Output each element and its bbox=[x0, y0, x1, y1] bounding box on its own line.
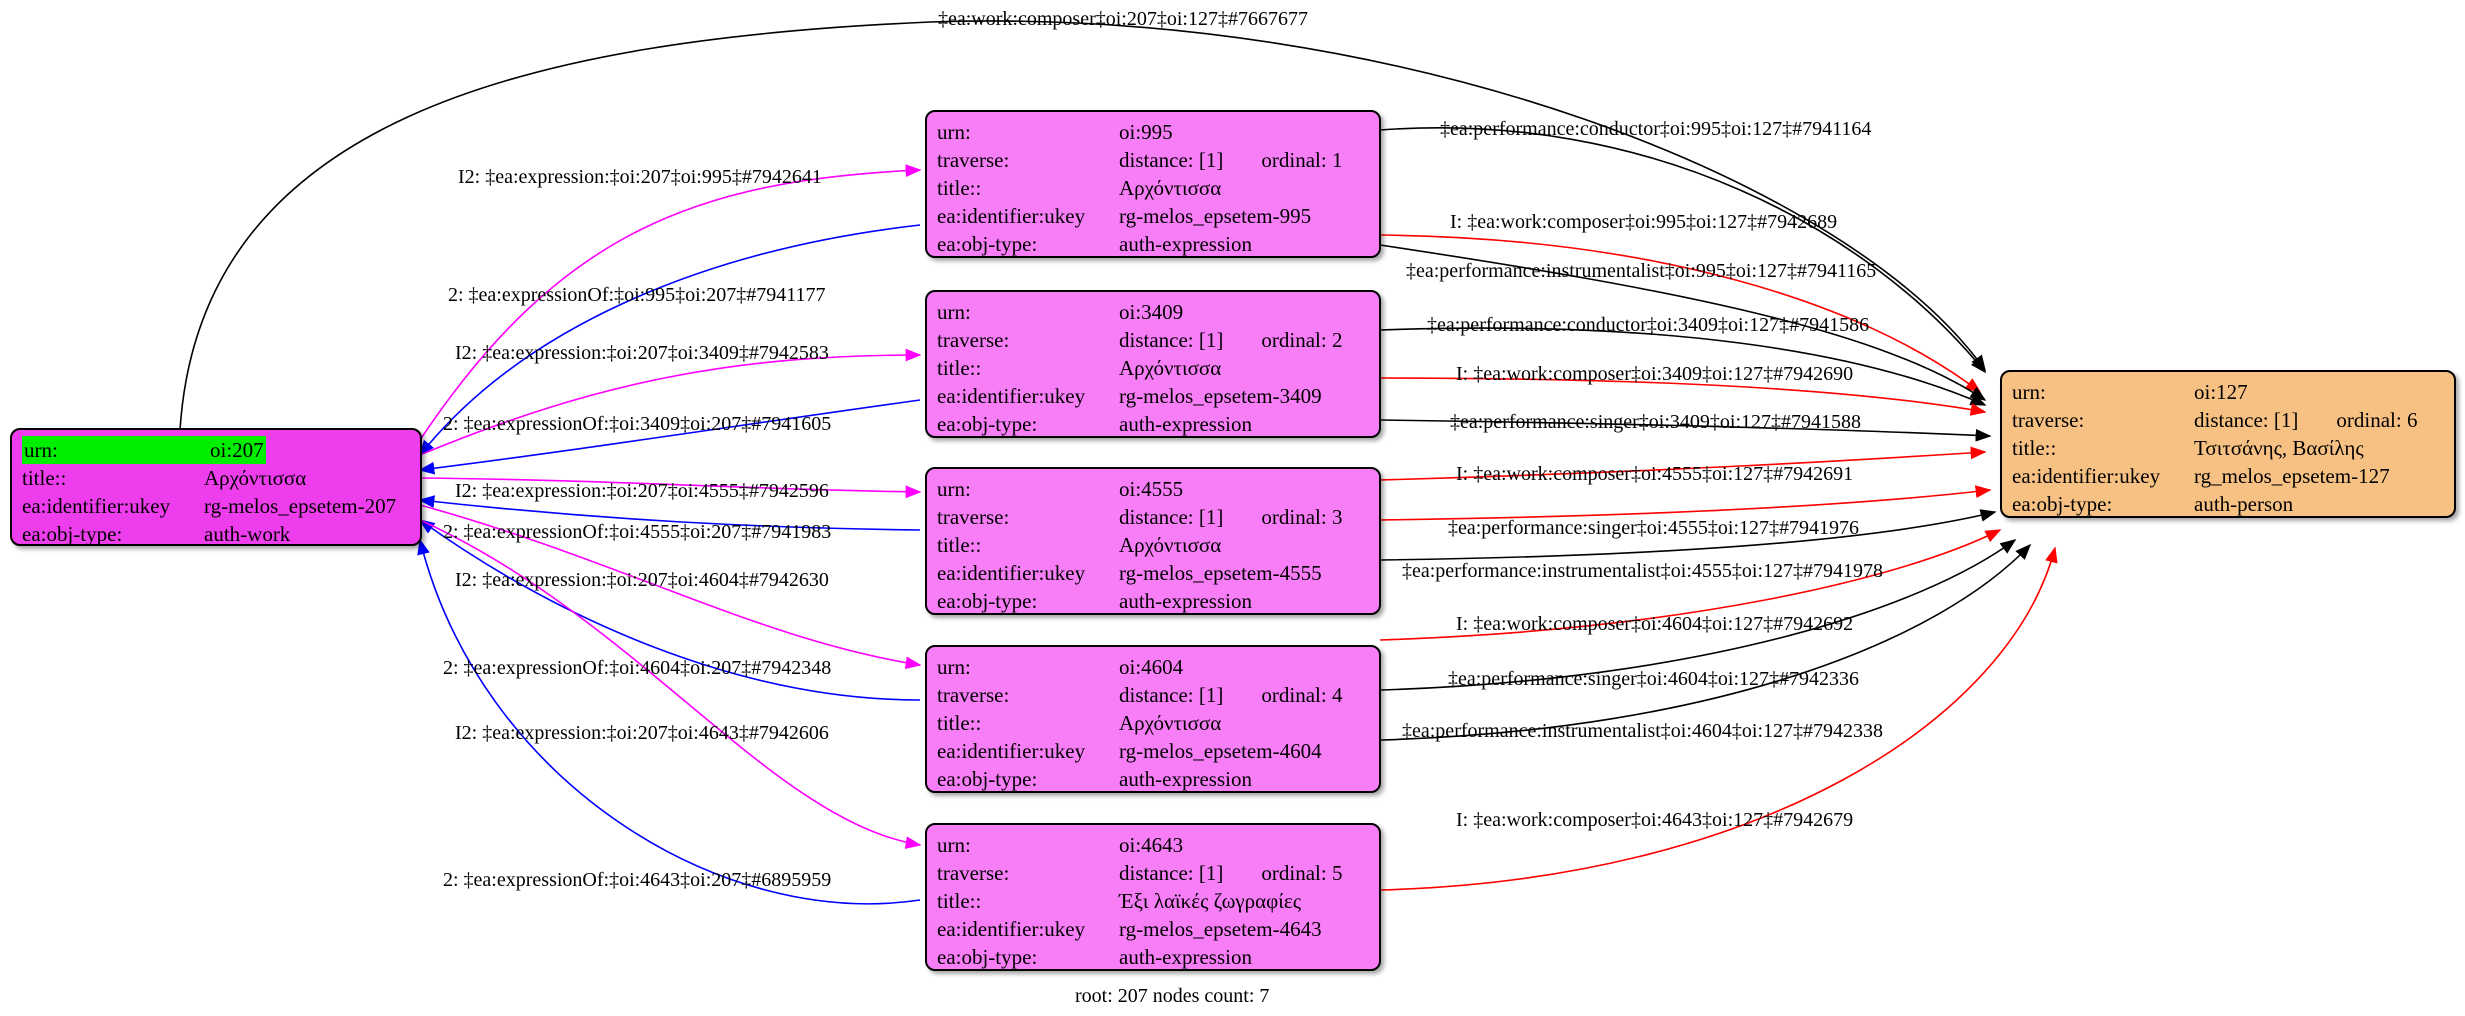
row-title bbox=[937, 709, 1369, 737]
node-expression-distance: distance: [1] bbox=[1119, 861, 1224, 885]
node-expression-identifier: rg-melos_epsetem-3409 bbox=[1119, 384, 1322, 408]
node-expression-distance: distance: [1] bbox=[1119, 148, 1224, 172]
field-label-identifier: ea:identifier:ukey bbox=[937, 561, 1086, 585]
edge-label-expressionOf-4643: 2: ‡ea:expressionOf:‡oi:4643‡oi:207‡#6895959 bbox=[443, 869, 832, 891]
field-label-urn: urn: bbox=[937, 833, 971, 857]
node-expression-urn: oi:3409 bbox=[1119, 300, 1184, 324]
field-label-objtype: ea:obj-type: bbox=[937, 589, 1038, 613]
row-objtype bbox=[937, 587, 1369, 615]
node-expression-identifier: rg-melos_epsetem-4604 bbox=[1119, 739, 1322, 763]
node-work-row-urn bbox=[22, 436, 410, 464]
field-label-traverse: traverse: bbox=[937, 505, 1010, 529]
edge-label-expressionOf-3409: 2: ‡ea:expressionOf:‡oi:3409‡oi:207‡#7941605 bbox=[443, 413, 832, 435]
field-label-traverse: traverse: bbox=[2012, 408, 2085, 432]
row-identifier bbox=[937, 202, 1369, 230]
row-title bbox=[937, 887, 1369, 915]
row-identifier bbox=[937, 382, 1369, 410]
edge-label-perf-conductor-995: ‡ea:performance:conductor‡oi:995‡oi:127‡#7941164 bbox=[1440, 118, 1872, 140]
row-identifier bbox=[937, 915, 1369, 943]
node-person-127[interactable] bbox=[2000, 370, 2456, 518]
edge-label-expr-4604: I2: ‡ea:expression:‡oi:207‡oi:4604‡#7942630 bbox=[455, 569, 829, 591]
row-objtype bbox=[2012, 490, 2444, 518]
node-expression-ordinal: ordinal: 4 bbox=[1261, 683, 1343, 707]
edge-label-expr-995: I2: ‡ea:expression:‡oi:207‡oi:995‡#7942641 bbox=[458, 166, 822, 188]
row-urn bbox=[937, 118, 1369, 146]
node-expression-objtype: auth-expression bbox=[1119, 589, 1252, 613]
row-identifier bbox=[937, 559, 1369, 587]
edge-label-perf-instrumentalist-4555: ‡ea:performance:instrumentalist‡oi:4555‡oi:127‡#7941978 bbox=[1402, 560, 1884, 582]
row-traverse bbox=[937, 146, 1369, 174]
field-label-title: title:: bbox=[937, 889, 982, 913]
node-expression-urn: oi:4604 bbox=[1119, 655, 1184, 679]
edge-label-work-composer-4604: I: ‡ea:work:composer‡oi:4604‡oi:127‡#7942692 bbox=[1456, 613, 1854, 635]
field-label-traverse: traverse: bbox=[937, 683, 1010, 707]
node-expression-title: Αρχόντισσα bbox=[1119, 533, 1222, 557]
field-label-title: title:: bbox=[937, 356, 982, 380]
node-expression-title: Αρχόντισσα bbox=[1119, 176, 1222, 200]
node-expression-identifier: rg-melos_epsetem-4555 bbox=[1119, 561, 1322, 585]
row-urn bbox=[937, 653, 1369, 681]
row-objtype bbox=[937, 410, 1369, 438]
field-label-identifier: ea:identifier:ukey bbox=[937, 917, 1086, 941]
node-expression-4604[interactable] bbox=[925, 645, 1381, 793]
node-expression-ordinal: ordinal: 1 bbox=[1261, 148, 1343, 172]
node-work-row-objtype bbox=[22, 520, 410, 548]
node-expression-objtype: auth-expression bbox=[1119, 945, 1252, 969]
row-urn bbox=[937, 475, 1369, 503]
node-expression-distance: distance: [1] bbox=[1119, 683, 1224, 707]
field-label-identifier: ea:identifier:ukey bbox=[937, 384, 1086, 408]
node-expression-urn: oi:4643 bbox=[1119, 833, 1184, 857]
node-work-row-identifier bbox=[22, 492, 410, 520]
node-expression-objtype: auth-expression bbox=[1119, 232, 1252, 256]
edge-label-perf-singer-3409: ‡ea:performance:singer‡oi:3409‡oi:127‡#7941588 bbox=[1450, 411, 1862, 433]
node-person-identifier: rg_melos_epsetem-127 bbox=[2194, 464, 2390, 488]
row-urn bbox=[937, 831, 1369, 859]
row-identifier bbox=[937, 737, 1369, 765]
node-expression-ordinal: ordinal: 3 bbox=[1261, 505, 1343, 529]
node-expression-identifier: rg-melos_epsetem-4643 bbox=[1119, 917, 1322, 941]
row-urn bbox=[2012, 378, 2444, 406]
edge-label-perf-singer-4555: ‡ea:performance:singer‡oi:4555‡oi:127‡#7941976 bbox=[1448, 517, 1860, 539]
field-label-urn: urn: bbox=[937, 120, 971, 144]
field-label-objtype: ea:obj-type: bbox=[937, 945, 1038, 969]
node-expression-urn: oi:995 bbox=[1119, 120, 1173, 144]
field-label-objtype: ea:obj-type: bbox=[937, 232, 1038, 256]
node-expression-identifier: rg-melos_epsetem-995 bbox=[1119, 204, 1312, 228]
node-work-urn: oi:207 bbox=[210, 438, 264, 462]
edge-label-expressionOf-995: 2: ‡ea:expressionOf:‡oi:995‡oi:207‡#7941177 bbox=[448, 284, 826, 306]
row-traverse bbox=[937, 859, 1369, 887]
row-traverse bbox=[937, 326, 1369, 354]
row-title bbox=[937, 174, 1369, 202]
row-title bbox=[937, 531, 1369, 559]
node-expression-4555[interactable] bbox=[925, 467, 1381, 615]
edge-label-work-composer-3409: I: ‡ea:work:composer‡oi:3409‡oi:127‡#7942690 bbox=[1456, 363, 1854, 385]
field-label-urn: urn: bbox=[2012, 380, 2046, 404]
row-traverse bbox=[2012, 406, 2444, 434]
row-urn bbox=[937, 298, 1369, 326]
node-expression-objtype: auth-expression bbox=[1119, 767, 1252, 791]
edge-label-perf-instrumentalist-4604: ‡ea:performance:instrumentalist‡oi:4604‡oi:127‡#7942338 bbox=[1402, 720, 1884, 742]
field-label-title: title:: bbox=[937, 711, 982, 735]
node-expression-995[interactable] bbox=[925, 110, 1381, 258]
edge-label-expr-4555: I2: ‡ea:expression:‡oi:207‡oi:4555‡#7942596 bbox=[455, 480, 829, 502]
field-label-urn: urn: bbox=[937, 300, 971, 324]
edge-label-work-composer-4555: I: ‡ea:work:composer‡oi:4555‡oi:127‡#7942691 bbox=[1456, 463, 1854, 485]
node-expression-distance: distance: [1] bbox=[1119, 505, 1224, 529]
node-expression-ordinal: ordinal: 2 bbox=[1261, 328, 1343, 352]
field-label-traverse: traverse: bbox=[937, 148, 1010, 172]
node-expression-urn: oi:4555 bbox=[1119, 477, 1184, 501]
edge-label-expressionOf-4555: 2: ‡ea:expressionOf:‡oi:4555‡oi:207‡#7941983 bbox=[443, 521, 832, 543]
node-work-row-title bbox=[22, 464, 410, 492]
edge-label-work-composer-top: ‡ea:work:composer‡oi:207‡oi:127‡#7667677 bbox=[938, 8, 1308, 30]
edge-label-work-composer-4643: I: ‡ea:work:composer‡oi:4643‡oi:127‡#7942679 bbox=[1456, 809, 1854, 831]
edge-label-expressionOf-4604: 2: ‡ea:expressionOf:‡oi:4604‡oi:207‡#7942348 bbox=[443, 657, 832, 679]
node-person-objtype: auth-person bbox=[2194, 492, 2294, 516]
node-expression-title: Αρχόντισσα bbox=[1119, 711, 1222, 735]
row-title bbox=[2012, 434, 2444, 462]
field-label-objtype: ea:obj-type: bbox=[937, 412, 1038, 436]
field-label-urn: urn: bbox=[937, 477, 971, 501]
row-traverse bbox=[937, 503, 1369, 531]
node-expression-distance: distance: [1] bbox=[1119, 328, 1224, 352]
row-objtype bbox=[937, 943, 1369, 971]
row-objtype bbox=[937, 765, 1369, 793]
field-label-title: title:: bbox=[937, 176, 982, 200]
field-label-title: title:: bbox=[2012, 436, 2057, 460]
row-title bbox=[937, 354, 1369, 382]
node-expression-3409[interactable] bbox=[925, 290, 1381, 438]
edge-label-expr-3409: I2: ‡ea:expression:‡oi:207‡oi:3409‡#7942583 bbox=[455, 342, 829, 364]
node-expression-ordinal: ordinal: 5 bbox=[1261, 861, 1343, 885]
row-objtype bbox=[937, 230, 1369, 258]
node-person-distance: distance: [1] bbox=[2194, 408, 2299, 432]
node-work-objtype: auth-work bbox=[204, 522, 291, 546]
edge-label-work-composer-995: I: ‡ea:work:composer‡oi:995‡oi:127‡#7942689 bbox=[1450, 211, 1838, 233]
edge-label-perf-instrumentalist-995: ‡ea:performance:instrumentalist‡oi:995‡oi:127‡#7941165 bbox=[1406, 260, 1877, 282]
field-label-identifier: ea:identifier:ukey bbox=[22, 494, 171, 518]
row-traverse bbox=[937, 681, 1369, 709]
node-work-identifier: rg-melos_epsetem-207 bbox=[204, 494, 397, 518]
field-label-objtype: ea:obj-type: bbox=[937, 767, 1038, 791]
edge-label-perf-conductor-3409: ‡ea:performance:conductor‡oi:3409‡oi:127‡#7941586 bbox=[1427, 314, 1870, 336]
field-label-title: title:: bbox=[937, 533, 982, 557]
edge-label-perf-singer-4604: ‡ea:performance:singer‡oi:4604‡oi:127‡#7942336 bbox=[1448, 668, 1860, 690]
node-work-title: Αρχόντισσα bbox=[204, 466, 307, 490]
field-label-traverse: traverse: bbox=[937, 328, 1010, 352]
node-work-207[interactable] bbox=[10, 428, 422, 546]
node-expression-title: Αρχόντισσα bbox=[1119, 356, 1222, 380]
field-label-title: title:: bbox=[22, 466, 67, 490]
field-label-identifier: ea:identifier:ukey bbox=[937, 739, 1086, 763]
node-expression-objtype: auth-expression bbox=[1119, 412, 1252, 436]
node-expression-title: Έξι λαϊκές ζωγραφίες bbox=[1119, 889, 1302, 913]
field-label-traverse: traverse: bbox=[937, 861, 1010, 885]
node-person-title: Τσιτσάνης, Βασίλης bbox=[2194, 436, 2364, 460]
row-identifier bbox=[2012, 462, 2444, 490]
field-label-identifier: ea:identifier:ukey bbox=[2012, 464, 2161, 488]
node-person-ordinal: ordinal: 6 bbox=[2336, 408, 2418, 432]
graph-footer: root: 207 nodes count: 7 bbox=[1075, 985, 1270, 1007]
field-label-urn: urn: bbox=[22, 436, 208, 464]
field-label-objtype: ea:obj-type: bbox=[22, 522, 123, 546]
edge-label-expr-4643: I2: ‡ea:expression:‡oi:207‡oi:4643‡#7942606 bbox=[455, 722, 829, 744]
field-label-objtype: ea:obj-type: bbox=[2012, 492, 2113, 516]
node-person-urn: oi:127 bbox=[2194, 380, 2248, 404]
field-label-urn: urn: bbox=[937, 655, 971, 679]
node-expression-4643[interactable] bbox=[925, 823, 1381, 971]
field-label-identifier: ea:identifier:ukey bbox=[937, 204, 1086, 228]
